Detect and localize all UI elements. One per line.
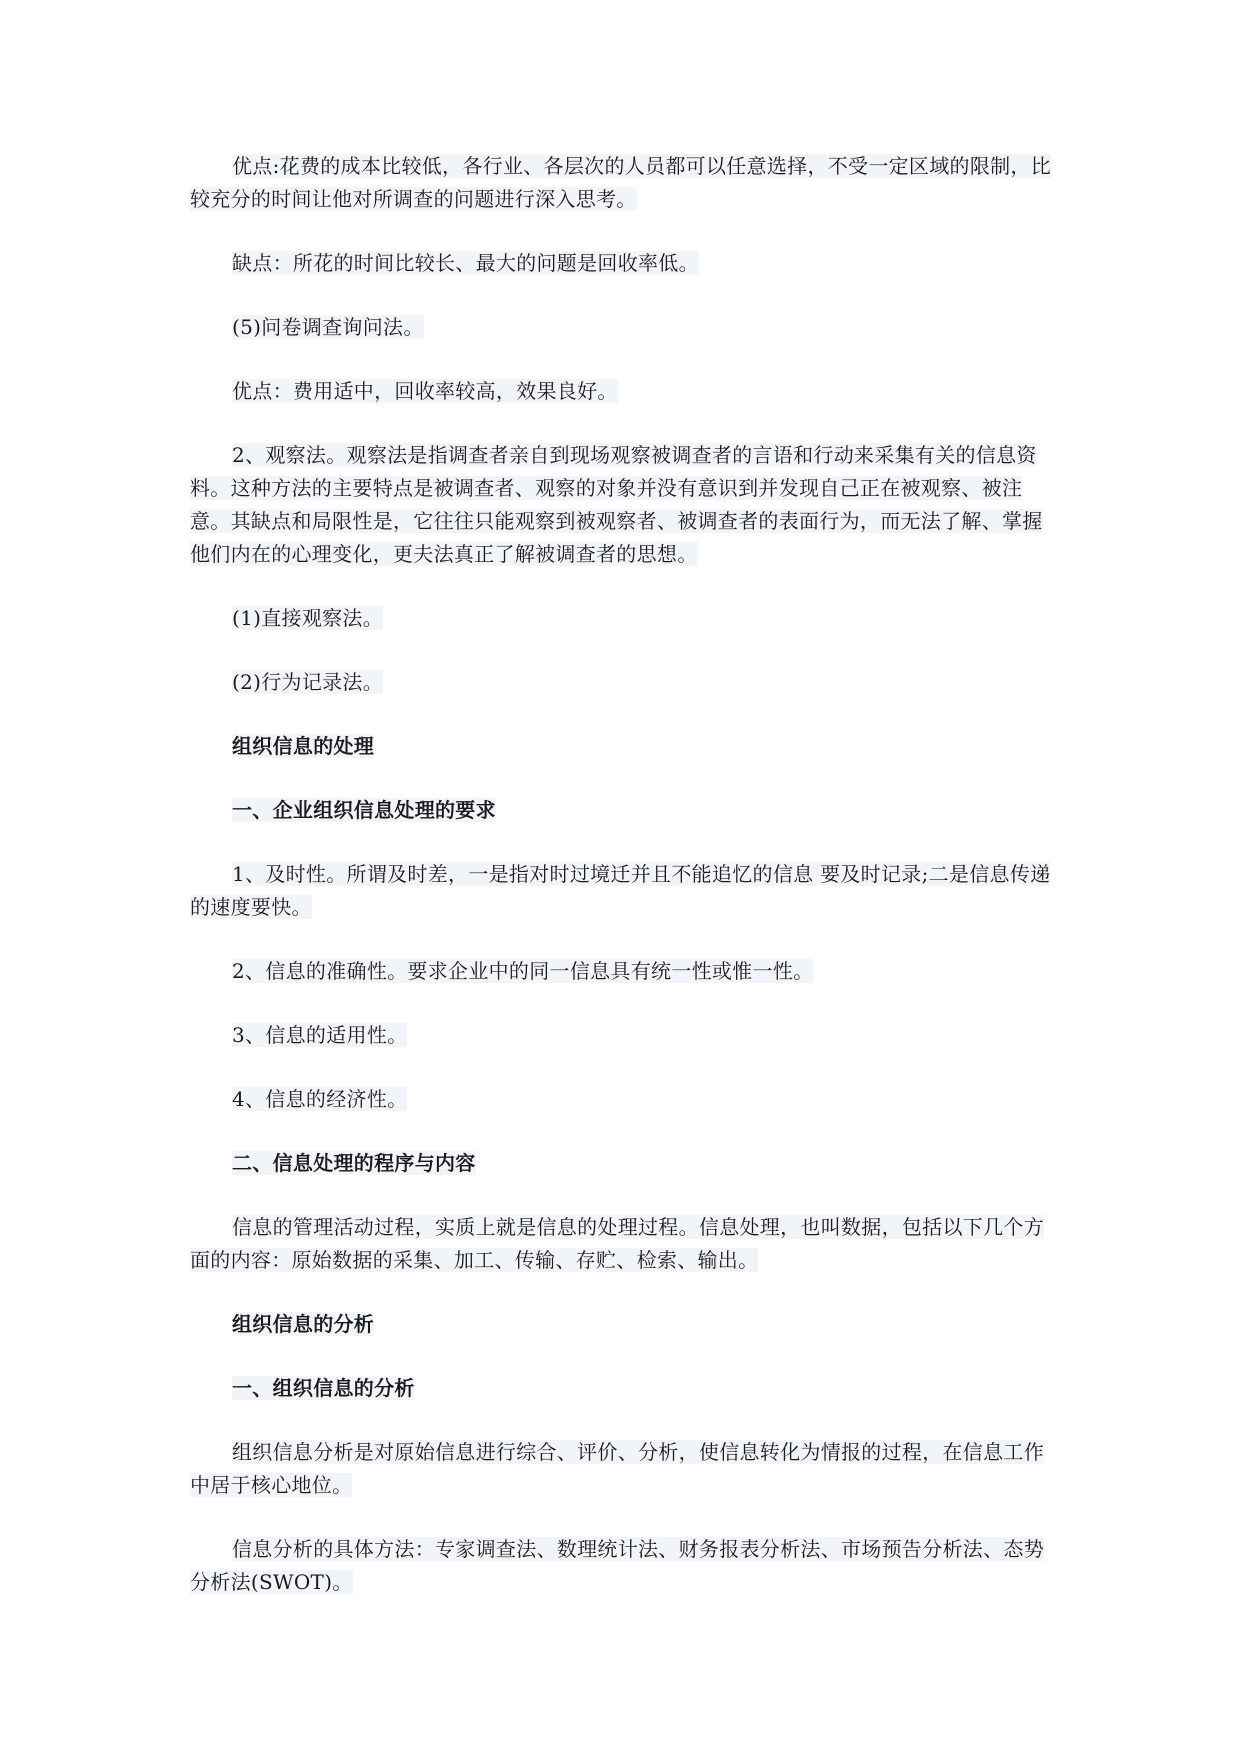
paragraph-direct-observation: (1)直接观察法。 (232, 606, 384, 630)
document-page (190, 150, 1060, 1630)
paragraph-economy: 4、信息的经济性。 (232, 1087, 408, 1111)
paragraph-processing-content: 信息的管理活动过程，实质上就是信息的处理过程。信息处理，也叫数据，包括以下几个方面的内容：原始数据的采集、加工、传输、存贮、检索、输出。 (190, 1215, 1044, 1272)
subheading-processing-procedure: 二、信息处理的程序与内容 (232, 1151, 476, 1175)
paragraph-advantages-questionnaire: 优点：费用适中，回收率较高，效果良好。 (232, 379, 618, 403)
paragraph-timeliness: 1、及时性。所谓及时差，一是指对时过境迁并且不能追忆的信息 要及时记录;二是信息传递的速度要快。 (190, 862, 1051, 919)
paragraph-observation-method: 2、观察法。观察法是指调查者亲自到现场观察被调查者的言语和行动来采集有关的信息资料。这种方法的主要特点是被调查者、观察的对象并没有意识到并发现自己正在被观察、被注意。其缺点和局限性是，它往往只能观察到被观察者、被调查者的表面行为，而无法了解、掌握他们内在的心理变化，更夫法真正了解被调查者的思想。 (190, 443, 1043, 566)
paragraph-disadvantages-mail: 缺点：所花的时间比较长、最大的问题是回收率低。 (232, 251, 699, 275)
paragraph-analysis-definition: 组织信息分析是对原始信息进行综合、评价、分析，使信息转化为情报的过程，在信息工作中居于核心地位。 (190, 1440, 1044, 1497)
paragraph-analysis-methods: 信息分析的具体方法：专家调查法、数理统计法、财务报表分析法、市场预告分析法、态势分析法(SWOT)。 (190, 1537, 1044, 1594)
paragraph-questionnaire-method: (5)问卷调查询问法。 (232, 315, 424, 339)
paragraph-applicability: 3、信息的适用性。 (232, 1023, 408, 1047)
section-heading-analysis: 组织信息的分析 (232, 1312, 375, 1336)
paragraph-advantages-mail: 优点:花费的成本比较低，各行业、各层次的人员都可以任意选择，不受一定区域的限制，比较充分的时间让他对所调查的问题进行深入思考。 (190, 154, 1052, 211)
paragraph-accuracy: 2、信息的准确性。要求企业中的同一信息具有统一性或惟一性。 (232, 959, 814, 983)
section-heading-processing: 组织信息的处理 (232, 734, 375, 758)
subheading-processing-requirements: 一、企业组织信息处理的要求 (232, 798, 496, 822)
paragraph-behavior-record: (2)行为记录法。 (232, 670, 384, 694)
subheading-analysis: 一、组织信息的分析 (232, 1376, 415, 1400)
